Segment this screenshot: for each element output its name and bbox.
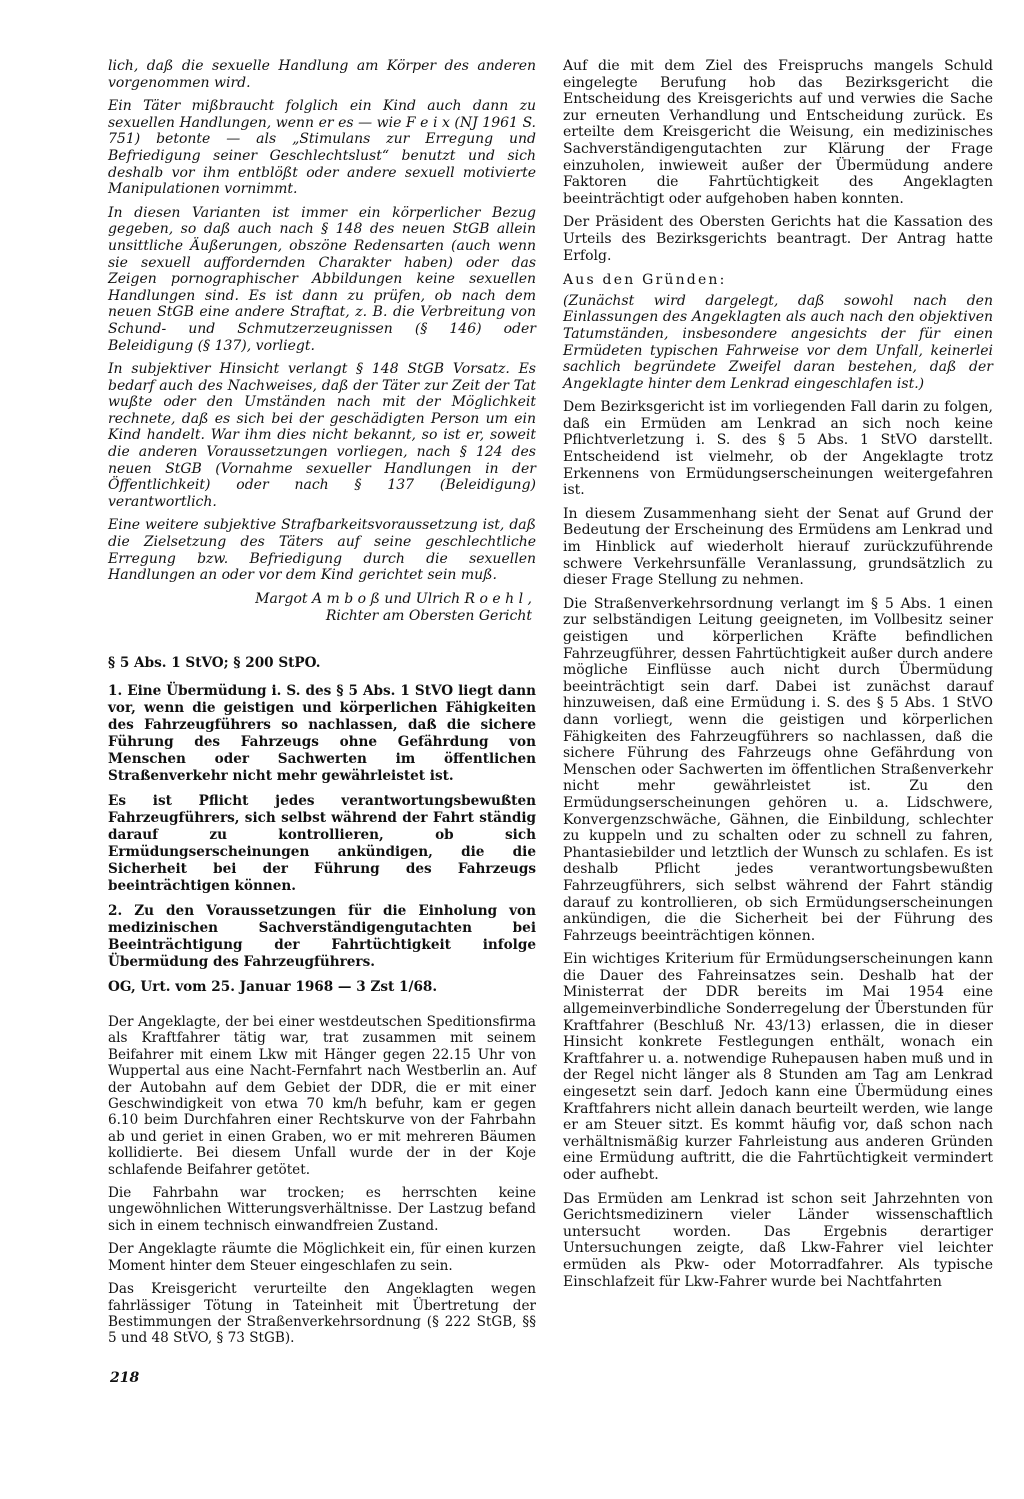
paragraph: Der Angeklagte, der bei einer westdeutschen Speditionsfirma als Kraftfahrer tätig war, trat zusammen mit seinem Beifahrer mit einem Lkw mit Hänger gegen 22.15 Uhr von Wuppertal aus eine Nacht-Fernfahrt nach Westberlin an. Auf der Autobahn auf dem Gebiet der DDR, die er mit einer Geschwindigkeit von etwa 70 km/h befuhr, kam er gegen 6.10 beim Durchfahren einer Rechtskurve von der Fahrbahn ab und geriet in einen Graben, wo er mit mehreren Bäumen kollidierte. Bei diesem Unfall wurde der in der Koje schlafende Beifahrer getötet.: [108, 1014, 536, 1178]
paragraph: Eine weitere subjektive Strafbarkeitsvoraussetzung ist, daß die Zielsetzung des Täters auf seine geschlechtliche Erregung bzw. Befriedigung durch die sexuellen Handlungen an oder vor dem Kind gerichtet sein muß.: [108, 517, 536, 584]
grounds-heading: Aus den Gründen:: [563, 272, 727, 289]
paragraph: Die Fahrbahn war trocken; es herrschten keine ungewöhnlichen Witterungsverhältnisse. Der Lastzug befand sich in einem technisch einwandfreien Zustand.: [108, 1185, 536, 1234]
section-heading: § 5 Abs. 1 StVO; § 200 StPO.: [108, 654, 321, 671]
paragraph: lich, daß die sexuelle Handlung am Körper des anderen vorgenommen wird.: [108, 58, 536, 91]
paragraph: (Zunächst wird dargelegt, daß sowohl nach den Einlassungen des Angeklagten als auch nach den objektiven Tatumständen, insbesondere angesichts der für einen Ermüdeten typischen Fahrweise vor dem Unfall, keinerlei sachlich begründete Zweifel daran bestehen, daß der Angeklagte hinter dem Lenkrad eingeschlafen ist.): [563, 292, 993, 392]
paragraph: Ein wichtiges Kriterium für Ermüdungserscheinungen kann die Dauer des Fahreinsatzes sein. Deshalb hat der Ministerrat der DDR bereits im Mai 1954 eine allgemeinverbindliche Sonderregelung der Überstunden für Kraftfahrer (Beschluß Nr. 43/13) erlassen, die in dieser Hinsicht konkrete Festlegungen enthält, wonach ein Kraftfahrer u. a. notwendige Ruhepausen haben muß und in der Regel nicht länger als 8 Stunden am Tag am Lenkrad eingesetzt sein darf. Jedoch kann eine Übermüdung eines Kraftfahrers nicht allein danach beurteilt werden, wie lange er am Steuer sitzt. Es kommt häufig vor, daß schon nach verhältnismäßig kurzer Fahrleistung aus anderen Gründen eine Ermüdung auftritt, die die Fahrtüchtigkeit vermindert oder aufhebt.: [563, 951, 993, 1183]
paragraph: In diesem Zusammenhang sieht der Senat auf Grund der Bedeutung der Erscheinung des Ermüdens am Lenkrad und im Hinblick auf wiederholt hierauf zurückzuführende schwere Verkehrsunfälle Veranlassung, grundsätzlich zu dieser Frage Stellung zu nehmen.: [563, 505, 993, 589]
paragraph: Die Straßenverkehrsordnung verlangt im § 5 Abs. 1 einen zur selbständigen Leitung geeigneten, im Vollbesitz seiner geistigen und körperlichen Kräfte befindlichen Fahrzeugführer, dessen Fahrtüchtigkeit außer durch andere mögliche Einflüsse auch nicht durch Übermüdung beeinträchtigt sein darf. Dabei ist zunächst darauf hinzuweisen, daß eine Ermüdung i. S. des § 5 Abs. 1 StVO dann vorliegt, wenn die geistigen und körperlichen Fähigkeiten des Fahrzeugführers so nachlassen, daß die sichere Führung des Fahrzeugs ohne Gefährdung von Menschen oder Sachwerten im öffentlichen Straßenverkehr nicht mehr gewährleistet ist. Zu den Ermüdungserscheinungen gehören u. a. Lidschwere, Konvergenzschwäche, Gähnen, die Einbildung, schlechter zu kuppeln und zu schalten oder zu schnell zu fahren, Phantasiebilder und letztlich der Wunsch zu schlafen. Es ist deshalb Pflicht jedes verantwortungsbewußten Fahrzeugführers, sich selbst während der Fahrt ständig darauf zu kontrollieren, ob sich Ermüdungserscheinungen ankündigen, die die Sicherheit bei der Führung des Fahrzeugs beeinträchtigen können.: [563, 595, 993, 944]
author-signature: [108, 591, 532, 625]
paragraph: Das Ermüden am Lenkrad ist schon seit Jahrzehnten von Gerichtsmedizinern vieler Länder wissenschaftlich untersucht worden. Das Ergebnis derartiger Untersuchungen zeigte, daß Lkw-Fahrer viel leichter ermüden als Pkw- oder Motorradfahrer. Als typische Einschlafzeit für Lkw-Fahrer wurde bei Nachtfahrten: [563, 1190, 993, 1290]
paragraph: Das Kreisgericht verurteilte den Angeklagten wegen fahrlässiger Tötung in Tateinheit mit Übertretung der Bestimmungen der Straßenverkehrsordnung (§ 222 StGB, §§ 5 und 48 StVO, § 73 StGB).: [108, 1281, 536, 1347]
paragraph: Der Angeklagte räumte die Möglichkeit ein, für einen kurzen Moment hinter dem Steuer eingeschlafen zu sein.: [108, 1241, 536, 1274]
headnote: Es ist Pflicht jedes verantwortungsbewußten Fahrzeugführers, sich selbst während der Fahrt ständig darauf zu kontrollieren, ob sich Ermüdungserscheinungen ankündigen, die die Sicherheit bei der Führung des Fahrzeugs beeinträchtigen können.: [108, 793, 536, 895]
paragraph: Ein Täter mißbraucht folglich ein Kind auch dann zu sexuellen Handlungen, wenn er es — wie F e i x (NJ 1961 S. 751) betonte — als „Stimulans zur Erregung und Befriedigung seiner Geschlechtslust“ benutzt und sich deshalb vor ihm entblößt oder andere sexuell motivierte Manipulationen vornimmt.: [108, 98, 536, 198]
author-role: Richter am Obersten Gericht: [325, 607, 532, 624]
headnote: 1. Eine Übermüdung i. S. des § 5 Abs. 1 StVO liegt dann vor, wenn die geistigen und körperlichen Fähigkeiten des Fahrzeugführers so nachlassen, daß die sichere Führung des Fahrzeugs ohne Gefährdung von Menschen oder Sachwerten im öffentlichen Straßenverkehr nicht mehr gewährleistet ist.: [108, 683, 536, 785]
paragraph: Der Präsident des Obersten Gerichts hat die Kassation des Urteils des Bezirksgerichts beantragt. Der Antrag hatte Erfolg.: [563, 214, 993, 264]
headnote: 2. Zu den Voraussetzungen für die Einholung von medizinischen Sachverständigengutachten bei Beeinträchtigung der Fahrtüchtigkeit infolge Übermüdung des Fahrzeugführers.: [108, 903, 536, 971]
right-column: [563, 58, 993, 1297]
author-names: Margot A m b o ß und Ulrich R o e h l ,: [255, 590, 532, 607]
paragraph: In diesen Varianten ist immer ein körperlicher Bezug gegeben, so daß auch nach § 148 des neuen StGB allein unsittliche Äußerungen, obszöne Redensarten (auch wenn sie sexuell auffordernden Charakter haben) oder das Zeigen pornographischer Abbildungen keine sexuellen Handlungen sind. Es ist dann zu prüfen, ob nach dem neuen StGB eine andere Straftat, z. B. die Verbreitung von Schund- und Schmutzerzeugnissen (§ 146) oder Beleidigung (§ 137), vorliegt.: [108, 204, 536, 354]
court-citation: OG, Urt. vom 25. Januar 1968 — 3 Zst 1/68.: [108, 979, 438, 996]
paragraph: Auf die mit dem Ziel des Freispruchs mangels Schuld eingelegte Berufung hob das Bezirksgericht die Entscheidung des Kreisgerichts auf und verwies die Sache zur erneuten Verhandlung und Entscheidung zurück. Es erteilte dem Kreisgericht die Weisung, ein medizinisches Sachverständigengutachten zur Klärung der Frage einzuholen, inwieweit außer der Übermüdung andere Faktoren die Fahrtüchtigkeit des Angeklagten beeinträchtigt oder aufgehoben haben konnten.: [563, 58, 993, 207]
paragraph: In subjektiver Hinsicht verlangt § 148 StGB Vorsatz. Es bedarf auch des Nachweises, daß der Täter zur Zeit der Tat wußte oder den Umständen nach mit der Möglichkeit rechnete, daß es sich bei der geschädigten Person um ein Kind handelt. War ihm dies nicht bekannt, so ist er, soweit die anderen Voraussetzungen vorliegen, nach § 124 des neuen StGB (Vornahme sexueller Handlungen in der Öffentlichkeit) oder nach § 137 (Beleidigung) verantwortlich.: [108, 361, 536, 510]
left-column: [108, 58, 536, 1354]
page-number: 218: [110, 1370, 140, 1386]
paragraph: Dem Bezirksgericht ist im vorliegenden Fall darin zu folgen, daß ein Ermüden am Lenkrad an sich noch keine Pflichtverletzung i. S. des § 5 Abs. 1 StVO darstellt. Entscheidend ist vielmehr, ob der Angeklagte trotz Erkennens von Ermüdungserscheinungen weitergefahren ist.: [563, 399, 993, 499]
